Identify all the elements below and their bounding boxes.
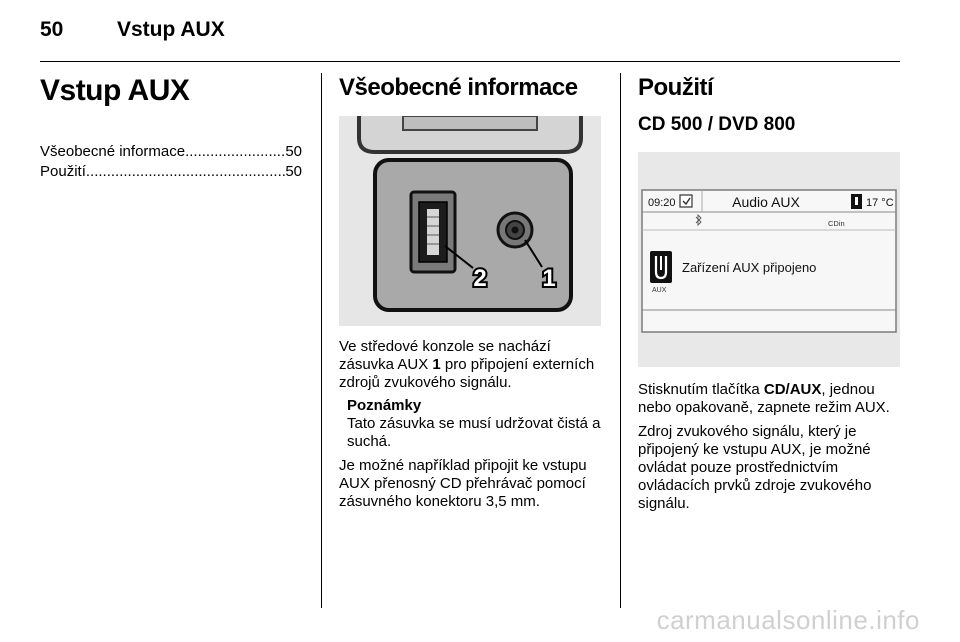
display-time: 09:20 [648,197,676,209]
toc-entry-label: Použití [40,163,86,180]
paragraph-text: Ve středové konzole se nachází zásuvka AUX [339,338,551,373]
watermark: carmanualsonline.info [656,605,920,635]
paragraph-text: , jednou nebo opakovaně, zapnete režim AUX. [638,381,890,416]
note-title: Poznámky [347,397,422,414]
toc-leader-dots [185,142,285,162]
aux-icon-label: AUX [652,287,667,294]
general-paragraph-2: Je možné například připojit ke vstupu AUX přenosný CD přehrávač pomocí zásuvného konektoru 3,5 mm. [339,457,587,510]
section-title-usage: Použití [638,74,714,101]
column-divider-right [620,73,621,608]
middle-column [339,74,601,511]
paragraph-text: Stisknutím tlačítka [638,381,764,398]
aux-plug-icon [650,251,672,283]
callout-2: 2 [473,265,487,292]
chapter-title: Vstup AUX [40,74,190,107]
usage-paragraph-2: Zdroj zvukového signálu, který je připojený ke vstupu AUX, je možné ovládat pouze prostřednictvím ovládacích prvků zdroje zvukového signálu. [638,423,872,512]
header-rule [40,61,900,62]
header-section-title: Vstup AUX [117,18,225,41]
thermometer-icon [851,194,862,209]
section-title-general: Všeobecné informace [339,74,578,101]
toc-entry-general[interactable] [40,142,302,162]
usage-paragraph-1 [638,381,900,417]
callout-1: 1 [542,265,556,292]
right-column [638,74,900,513]
toc-leader-dots [86,162,285,182]
subsection-title-model: CD 500 / DVD 800 [638,114,796,135]
display-cdin-label: CDin [828,219,845,228]
paragraph-text: pro připojení externích zdrojů zvukového signálu. [339,356,595,391]
general-paragraph-1 [339,338,601,392]
aux-socket-illustration [339,116,601,326]
callout-reference: 1 [432,356,441,373]
left-column [40,74,302,182]
toc-entry-page: 50 [285,143,302,160]
toc-entry-label: Všeobecné informace [40,143,186,160]
button-reference: CD/AUX [763,381,822,398]
display-temperature: 17 °C [866,197,894,209]
note-text: Tato zásuvka se musí udržovat čistá a suchá. [347,415,601,450]
table-of-contents [40,142,302,182]
infotainment-display [638,152,900,367]
display-status-text: Zařízení AUX připojeno [682,260,817,275]
aux-socket-drawing [339,116,601,326]
page-number: 50 [40,18,64,41]
toc-entry-usage[interactable] [40,162,302,182]
toc-entry-page: 50 [285,163,302,180]
note-block [347,397,601,451]
display-screenshot [638,152,900,367]
display-title: Audio AUX [732,194,800,210]
column-divider-left [321,73,322,608]
clock-icon [680,195,692,207]
